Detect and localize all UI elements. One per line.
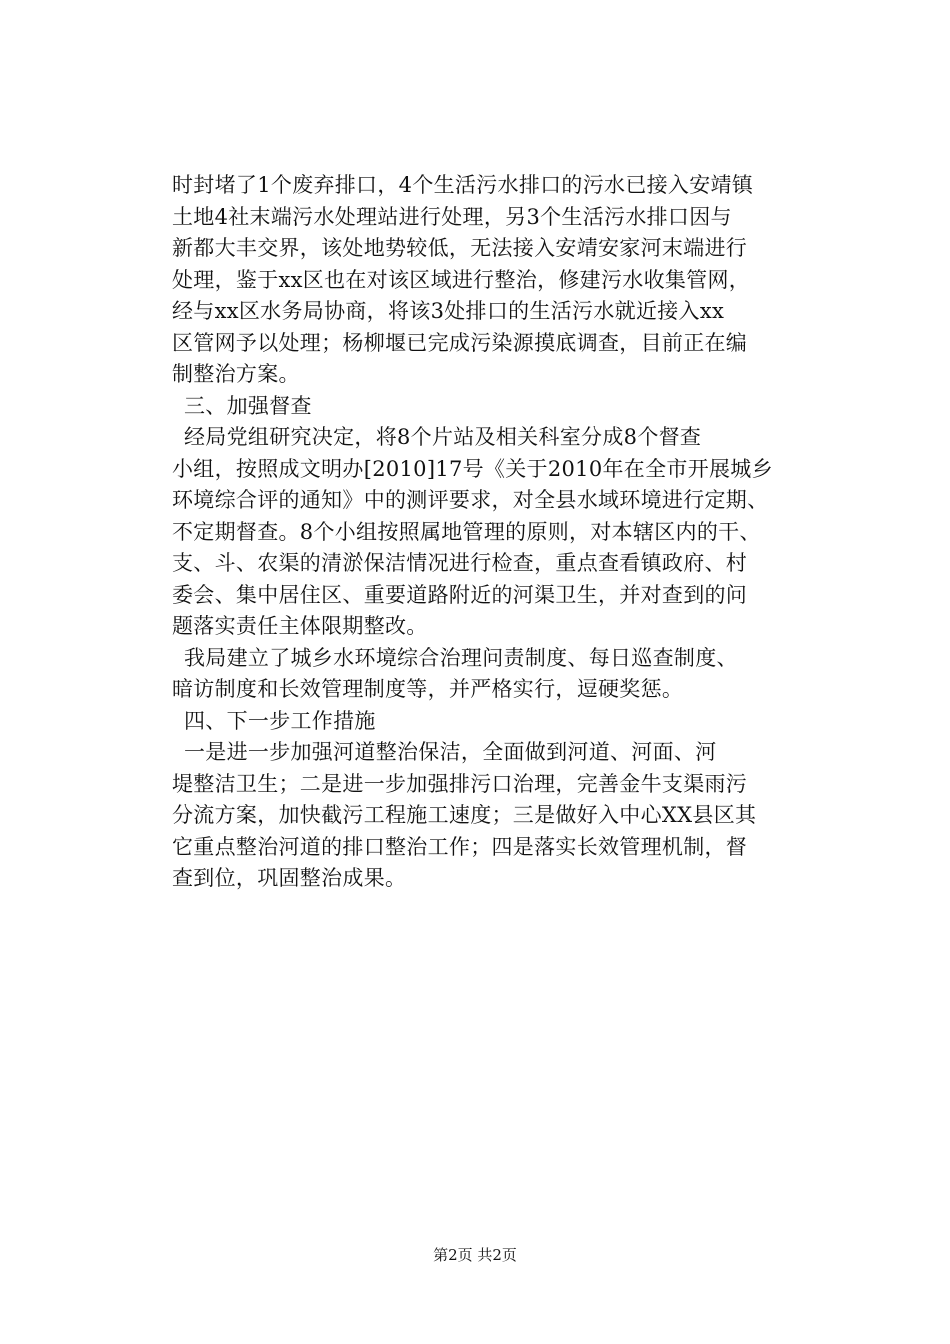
body-line: 我局建立了城乡水环境综合治理问责制度、每日巡查制度、 — [184, 645, 738, 670]
body-line: 不定期督查。8个小组按照属地管理的原则，对本辖区内的干、 — [172, 519, 761, 544]
body-line: 新都大丰交界，该处地势较低，无法接入安靖安家河末端进行 — [172, 236, 748, 260]
body-line: 时封堵了1个废弃排口，4个生活污水排口的污水已接入安靖镇 — [172, 173, 754, 197]
body-line: 委会、集中居住区、重要道路附近的河渠卫生，并对查到的问 — [172, 582, 748, 607]
document-body — [172, 170, 832, 895]
body-line: 区管网予以处理；杨柳堰已完成污染源摸底调查，目前正在编 — [172, 330, 748, 355]
page-footer: 第2页 共2页 — [433, 1246, 517, 1264]
body-line: 处理，鉴于xx区也在对该区域进行整治，修建污水收集管网， — [172, 267, 751, 292]
body-line: 经与xx区水务局协商，将该3处排口的生活污水就近接入xx — [172, 299, 725, 323]
section-heading: 四、下一步工作措施 — [184, 708, 376, 733]
body-line: 题落实责任主体限期整改。 — [172, 614, 428, 638]
body-line: 经局党组研究决定，将8个片站及相关科室分成8个督查 — [184, 425, 702, 449]
body-line: 小组，按照成文明办[2010]17号《关于2010年在全市开展城乡 — [172, 456, 773, 481]
body-line: 堤整洁卫生；二是进一步加强排污口治理，完善金牛支渠雨污 — [172, 771, 748, 796]
body-line: 环境综合评的通知》中的测评要求，对全县水域环境进行定期、 — [172, 488, 769, 512]
body-line: 分流方案，加快截污工程施工速度；三是做好入中心XX县区其 — [172, 803, 757, 827]
body-line: 它重点整治河道的排口整治工作；四是落实长效管理机制，督 — [172, 834, 748, 859]
body-line: 查到位，巩固整治成果。 — [172, 866, 407, 890]
body-line: 暗访制度和长效管理制度等，并严格实行，逗硬奖惩。 — [172, 677, 684, 701]
body-line: 支、斗、农渠的清淤保洁情况进行检查，重点查看镇政府、村 — [172, 551, 748, 575]
body-line: 土地4社末端污水处理站进行处理，另3个生活污水排口因与 — [172, 204, 732, 229]
body-line: 一是进一步加强河道整治保洁，全面做到河道、河面、河 — [184, 740, 717, 764]
body-line: 制整治方案。 — [172, 362, 300, 386]
section-heading: 三、加强督查 — [184, 393, 312, 418]
